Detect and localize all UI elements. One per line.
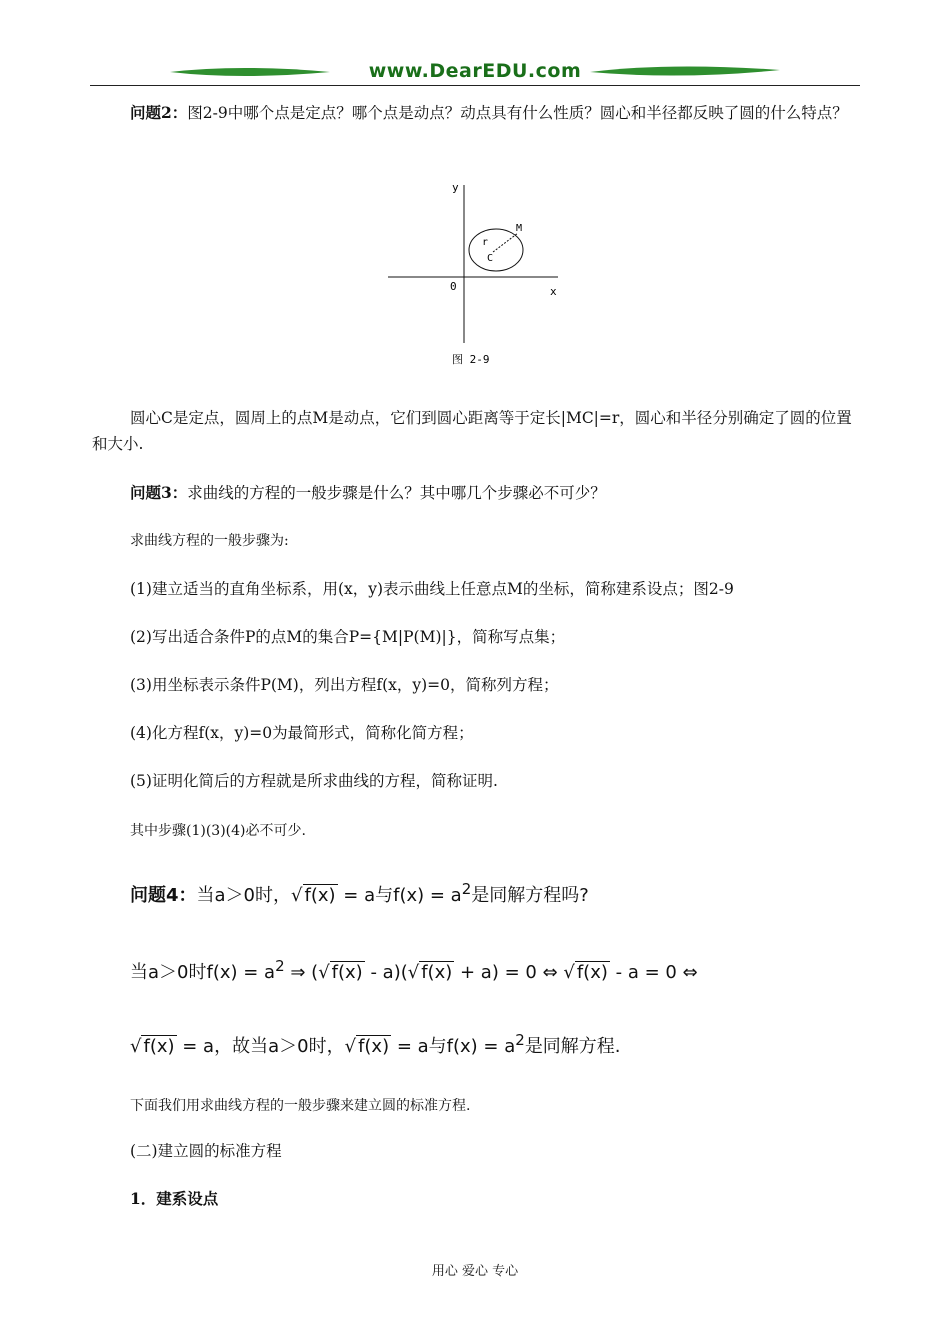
question-3: 问题3：求曲线的方程的一般步骤是什么？其中哪几个步骤必不可少？ (130, 483, 606, 502)
step-4: (4)化方程f(x，y)=0为最简形式，简称化简方程； (130, 724, 474, 742)
radius-label: r (482, 237, 489, 248)
steps-note: 其中步骤(1)(3)(4)必不可少. (130, 823, 306, 839)
center-label: C (487, 253, 494, 264)
transition-text: 下面我们用求曲线方程的一般步骤来建立圆的标准方程. (130, 1098, 471, 1114)
answer-4-line-2: √ f(x) = a，故当a＞0时，√ f(x) = a与$f(x) = a^2$是同解方程. (130, 1031, 621, 1057)
site-logo-text[interactable]: www.DearEDU.com (368, 60, 582, 82)
step-3: (3)用坐标表示条件P(M)，列出方程f(x，y)=0，简称列方程； (130, 676, 559, 694)
figure-caption: 图 2-9 (452, 353, 490, 366)
page-footer: 用心 爱心 专心 (431, 1264, 519, 1279)
page-header (90, 58, 860, 92)
radius-line (493, 233, 518, 252)
x-axis-label: x (550, 285, 557, 298)
point-m-label: M (516, 223, 523, 234)
answer-4-line-1: 当a＞0时$f(x) = a^2$ ⇒ (√ f(x) - a)(√ f(x) + a) = 0 ⇔ √ f(x) - a = 0 ⇔ (130, 957, 698, 983)
section-heading: (二)建立圆的标准方程 (130, 1142, 282, 1160)
y-axis-label: y (452, 181, 459, 194)
origin-label: 0 (450, 280, 457, 293)
step-2: (2)写出适合条件P的点M的集合P={M|P(M)|}，简称写点集； (130, 628, 566, 646)
step-5: (5)证明化简后的方程就是所求曲线的方程，简称证明. (130, 772, 498, 790)
step-1: (1)建立适当的直角坐标系，用(x，y)表示曲线上任意点M的坐标，简称建系设点；图2-9 (130, 580, 734, 598)
subsection-heading: 1．建系设点 (130, 1189, 219, 1208)
header-rule (90, 85, 860, 86)
figure-2-9 (380, 175, 580, 375)
answer-2: 圆心C是定点，圆周上的点M是动点，它们到圆心距离等于定长|MC|=r，圆心和半径分别确定了圆的位置和大小. (92, 409, 852, 453)
steps-intro: 求曲线方程的一般步骤为: (130, 533, 289, 549)
question-4: 问题4：当a＞0时，√ f(x) = a与$f(x) = a^2$是同解方程吗? (130, 880, 589, 906)
question-2: 问题2：图2-9中哪个点是定点？哪个点是动点？动点具有什么性质？圆心和半径都反映了圆的什么特点？ (130, 103, 848, 122)
